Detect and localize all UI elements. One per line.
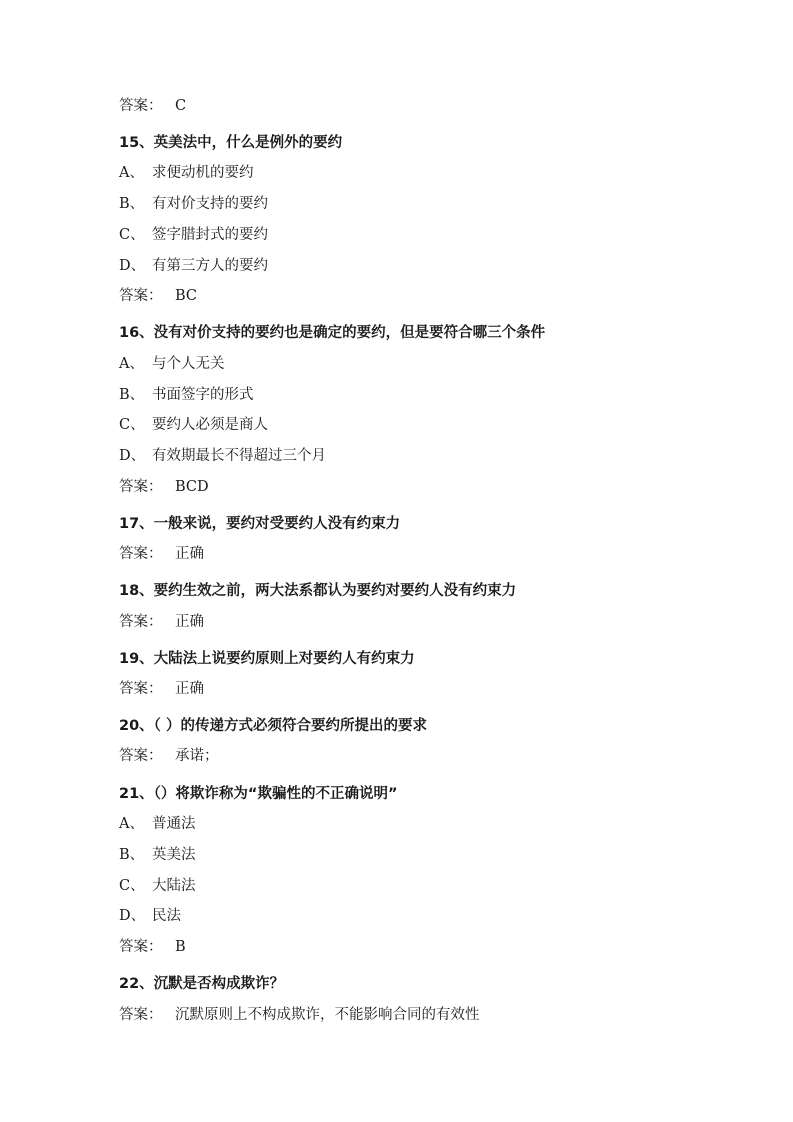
- answer-label: 答案：: [119, 614, 163, 630]
- option-b: [119, 194, 268, 214]
- answer-value: 沉默原则上不构成欺诈，不能影响合同的有效性: [175, 1007, 480, 1023]
- option-text: 英美法: [152, 847, 196, 863]
- option-text: 有效期最长不得超过三个月: [152, 448, 326, 464]
- option-text: 普通法: [152, 816, 196, 832]
- option-a: [119, 354, 225, 374]
- option-text: 民法: [152, 908, 181, 924]
- option-text: 有第三方人的要约: [152, 258, 268, 274]
- answer-value: 正确: [175, 681, 204, 697]
- question-19: 19、大陆法上说要约原则上对要约人有约束力: [119, 651, 415, 667]
- answer-value: BC: [175, 288, 198, 304]
- option-c: [119, 415, 268, 435]
- option-letter: A、: [119, 165, 144, 181]
- option-letter: C、: [119, 878, 145, 894]
- option-text: 书面签字的形式: [152, 387, 254, 403]
- option-text: 求便动机的要约: [152, 165, 254, 181]
- answer-line: [119, 679, 204, 699]
- question-17: 17、一般来说，要约对受要约人没有约束力: [119, 516, 401, 532]
- option-c: [119, 225, 268, 245]
- answer-label: 答案：: [119, 98, 163, 114]
- answer-line: [119, 612, 204, 632]
- answer-label: 答案：: [119, 939, 163, 955]
- answer-line: [119, 96, 186, 116]
- option-letter: A、: [119, 356, 144, 372]
- option-letter: B、: [119, 196, 145, 212]
- answer-line: [119, 746, 219, 766]
- option-letter: D、: [119, 448, 146, 464]
- question-16: 16、没有对价支持的要约也是确定的要约，但是要符合哪三个条件: [119, 325, 546, 341]
- option-letter: B、: [119, 387, 145, 403]
- option-d: [119, 256, 268, 276]
- question-15: 15、英美法中，什么是例外的要约: [119, 135, 343, 151]
- answer-label: 答案：: [119, 681, 163, 697]
- option-letter: D、: [119, 258, 146, 274]
- answer-value: 正确: [175, 614, 204, 630]
- answer-line: [119, 937, 186, 957]
- option-letter: B、: [119, 847, 145, 863]
- answer-label: 答案：: [119, 1007, 163, 1023]
- answer-line: [119, 286, 197, 306]
- question-21: 21、（）将欺诈称为“欺骗性的不正确说明”: [119, 786, 398, 802]
- question-18: 18、要约生效之前，两大法系都认为要约对要约人没有约束力: [119, 583, 517, 599]
- option-letter: A、: [119, 816, 144, 832]
- answer-value: B: [175, 939, 186, 955]
- question-22: 22、沉默是否构成欺诈？: [119, 976, 285, 992]
- option-letter: D、: [119, 908, 146, 924]
- answer-label: 答案：: [119, 748, 163, 764]
- answer-line: [119, 544, 204, 564]
- answer-value: BCD: [175, 479, 209, 495]
- option-d: [119, 446, 326, 466]
- answer-value: C: [175, 98, 187, 114]
- question-20: 20、（ ）的传递方式必须符合要约所提出的要求: [119, 718, 427, 734]
- answer-value: 正确: [175, 546, 204, 562]
- option-text: 签字腊封式的要约: [152, 227, 268, 243]
- answer-line: [119, 1005, 480, 1025]
- option-text: 与个人无关: [152, 356, 225, 372]
- option-a: [119, 814, 196, 834]
- option-d: [119, 906, 181, 926]
- answer-label: 答案：: [119, 288, 163, 304]
- option-a: [119, 163, 254, 183]
- option-text: 大陆法: [152, 878, 196, 894]
- answer-label: 答案：: [119, 479, 163, 495]
- option-text: 有对价支持的要约: [152, 196, 268, 212]
- answer-label: 答案：: [119, 546, 163, 562]
- option-text: 要约人必须是商人: [152, 417, 268, 433]
- option-b: [119, 845, 196, 865]
- answer-value: 承诺；: [175, 748, 219, 764]
- option-b: [119, 385, 254, 405]
- option-c: [119, 876, 196, 896]
- option-letter: C、: [119, 227, 145, 243]
- answer-line: [119, 477, 209, 497]
- option-letter: C、: [119, 417, 145, 433]
